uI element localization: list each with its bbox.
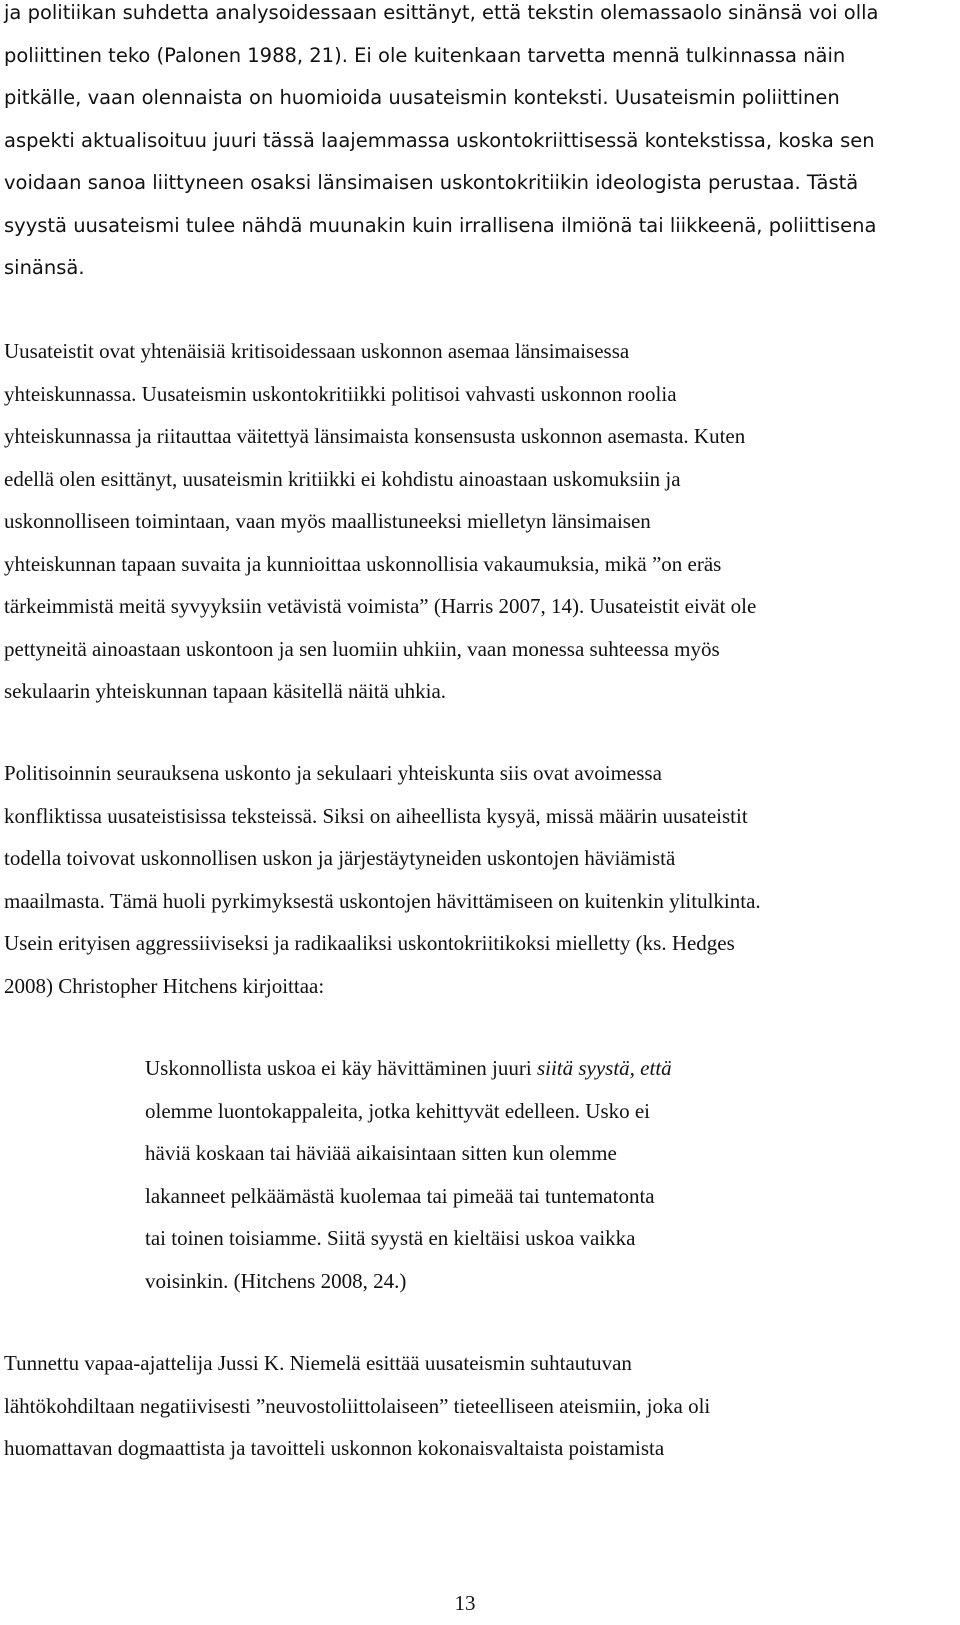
quote-emphasis: siitä syystä, että <box>536 1056 672 1080</box>
text-line: tärkeimmistä meitä syvyyksiin vetävistä voimista” (Harris 2007, 14). Uusateistit eivät ole <box>4 594 757 618</box>
text-line: Usein erityisen aggressiiviseksi ja radikaaliksi uskontokriitikoksi mielletty (ks. Hedges <box>4 931 735 955</box>
paragraph-4 <box>4 1342 710 1470</box>
text-line: 2008) Christopher Hitchens kirjoittaa: <box>4 973 325 998</box>
text-line: pettyneitä ainoastaan uskontoon ja sen luomiin uhkiin, vaan monessa suhteessa myös <box>4 636 720 661</box>
text-line: ja politiikan suhdetta analysoidessaan esittänyt, että tekstin olemassaolo sinänsä voi olla <box>4 1 879 24</box>
text-line: pitkälle, vaan olennaista on huomioida uusateismin konteksti. Uusateismin poliittinen <box>4 86 840 109</box>
quote-line: häviä koskaan tai häviää aikaisintaan sitten kun olemme <box>145 1141 617 1165</box>
quote-line <box>145 1047 672 1090</box>
text-line: sekulaarin yhteiskunnan tapaan käsitellä näitä uhkia. <box>4 679 447 703</box>
text-line: syystä uusateismi tulee nähdä muunakin kuin irrallisena ilmiönä tai liikkeenä, poliittisena <box>4 213 877 237</box>
text-line: Politisoinnin seurauksena uskonto ja sekulaari yhteiskunta siis ovat avoimessa <box>4 761 662 785</box>
text-line: todella toivovat uskonnollisen uskon ja järjestäytyneiden uskontojen häviämistä <box>4 846 676 870</box>
text-line: poliittinen teko (Palonen 1988, 21). Ei ole kuitenkaan tarvetta mennä tulkinnassa näin <box>4 43 846 67</box>
text-line: lähtökohdiltaan negatiivisesti ”neuvostoliittolaiseen” tieteelliseen ateismiin, joka oli <box>4 1393 711 1418</box>
text-line: sinänsä. <box>4 256 85 279</box>
quote-line: tai toinen toisiamme. Siitä syystä en kieltäisi uskoa vaikka <box>145 1226 636 1250</box>
text-line: Uusateistit ovat yhtenäisiä kritisoidessaan uskonnon asemaa länsimaisessa <box>4 339 630 363</box>
block-quote <box>145 1047 672 1302</box>
quote-line: olemme luontokappaleita, jotka kehittyvät edelleen. Usko ei <box>145 1098 651 1123</box>
text-line: aspekti aktualisoituu juuri tässä laajemmassa uskontokriittisessä kontekstissa, koska sen <box>4 128 875 152</box>
quote-text: Uskonnollista uskoa ei käy hävittäminen juuri <box>145 1056 537 1080</box>
text-line: maailmasta. Tämä huoli pyrkimyksestä uskontojen hävittämiseen on kuitenkin ylitulkinta. <box>4 888 761 913</box>
quote-line: voisinkin. (Hitchens 2008, 24.) <box>145 1268 407 1293</box>
text-line: konfliktissa uusateistisissa teksteissä. Siksi on aiheellista kysyä, missä määrin uusateistit <box>4 803 748 828</box>
text-line: uskonnolliseen toimintaan, vaan myös maallistuneeksi mielletyn länsimaisen <box>4 509 651 533</box>
text-line: voidaan sanoa liittyneen osaksi länsimaisen uskontokritiikin ideologista perustaa. Tästä <box>4 171 859 194</box>
text-line: edellä olen esittänyt, uusateismin kritiikki ei kohdistu ainoastaan uskomuksiin ja <box>4 466 681 491</box>
paragraph-2 <box>4 330 756 713</box>
page-number: 13 <box>454 1591 476 1615</box>
paragraph-3 <box>4 752 761 1007</box>
text-line: yhteiskunnassa. Uusateismin uskontokritiikki politisoi vahvasti uskonnon roolia <box>4 381 677 406</box>
quote-line: lakanneet pelkäämästä kuolemaa tai pimeää tai tuntematonta <box>145 1183 655 1208</box>
text-line: yhteiskunnan tapaan suvaita ja kunnioittaa uskonnollisia vakaumuksia, mikä ”on eräs <box>4 551 722 576</box>
text-line: huomattavan dogmaattista ja tavoitteli uskonnon kokonaisvaltaista poistamista <box>4 1436 665 1460</box>
text-line: Tunnettu vapaa-ajattelija Jussi K. Niemelä esittää uusateismin suhtautuvan <box>4 1351 632 1375</box>
paragraph-1 <box>4 0 879 290</box>
text-line: yhteiskunnassa ja riitauttaa väitettyä länsimaista konsensusta uskonnon asemasta. Kuten <box>4 424 746 448</box>
